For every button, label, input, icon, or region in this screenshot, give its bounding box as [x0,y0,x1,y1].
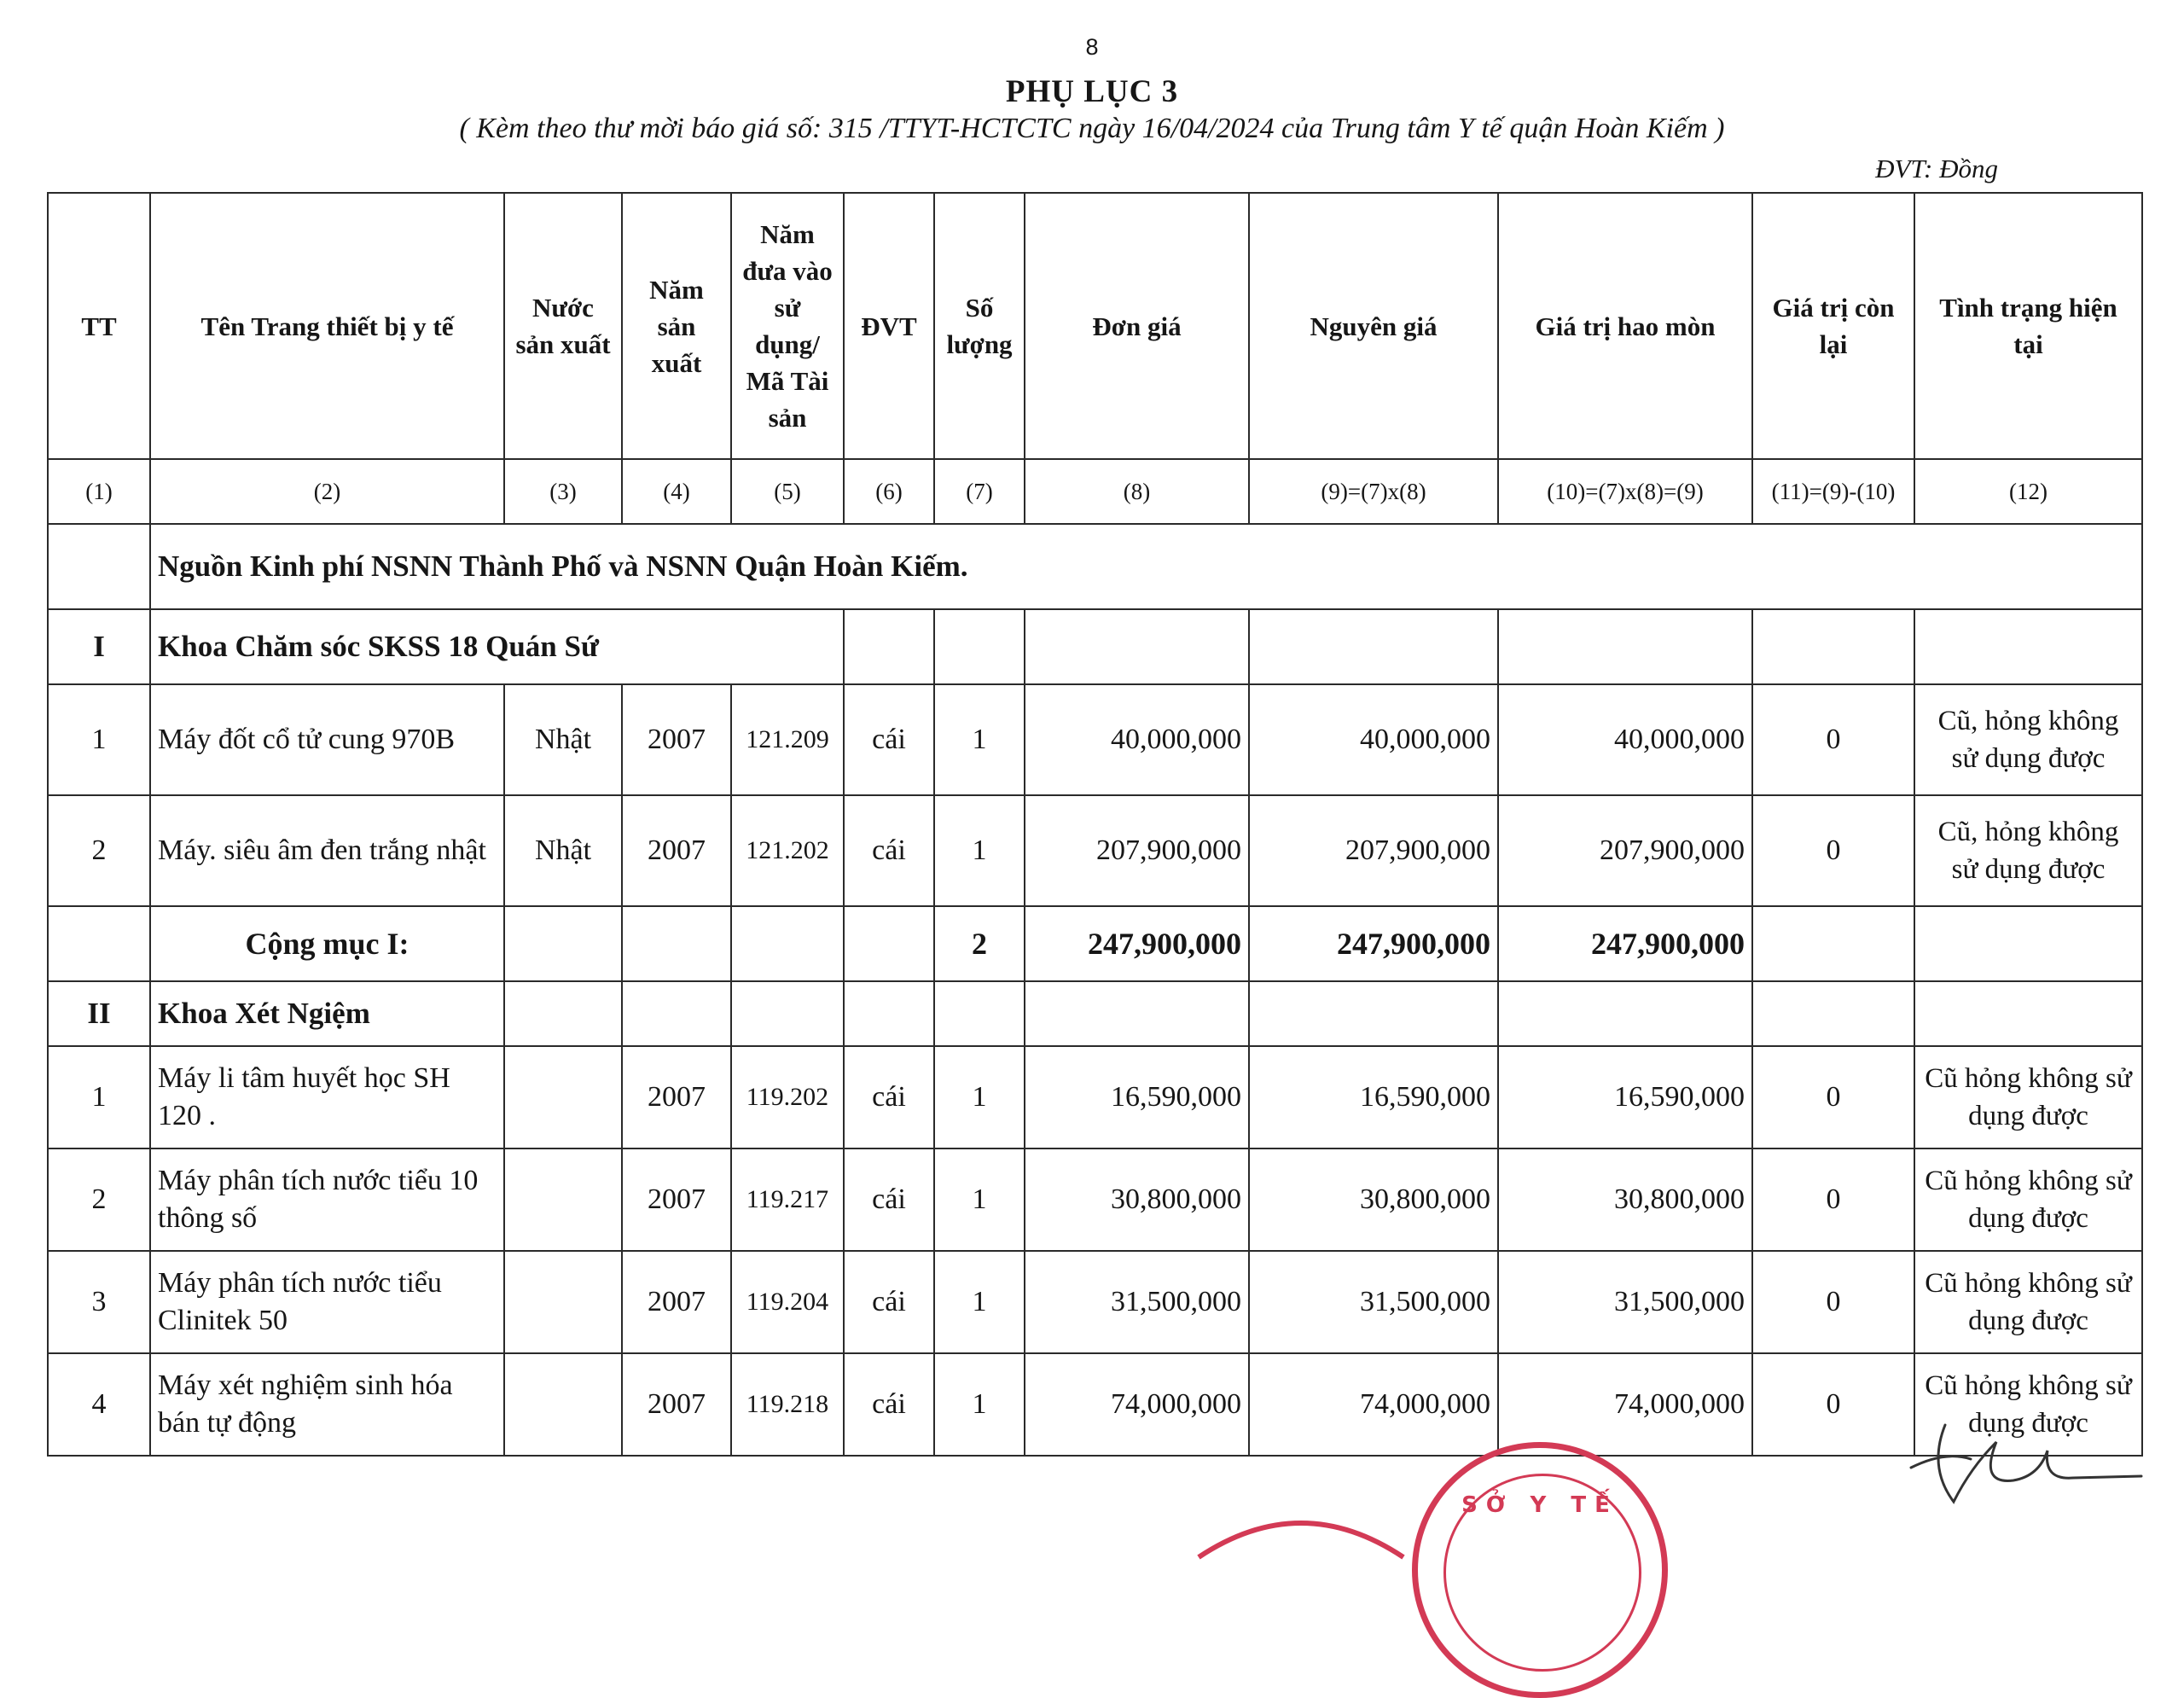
row-qty: 1 [934,1046,1025,1148]
row-tt: 2 [48,795,150,906]
row-remaining: 0 [1752,1251,1914,1353]
page-title: PHỤ LỤC 3 [1005,74,1179,109]
group-roman: I [48,609,150,684]
table-row [48,1046,2142,1148]
row-unit: cái [844,1046,934,1148]
index-cell: (10)=(7)x(8)=(9) [1498,459,1752,524]
group-roman: II [48,981,150,1046]
header-year: Năm sản xuất [622,193,731,459]
row-status: Cũ hỏng không sử dụng được [1914,1353,2142,1456]
row-remaining: 0 [1752,1148,1914,1251]
row-qty: 1 [934,1148,1025,1251]
row-code: 119.202 [731,1046,844,1148]
row-qty: 1 [934,684,1025,795]
row-depreciation: 31,500,000 [1498,1251,1752,1353]
row-name: Máy phân tích nước tiểu Clinitek 50 [150,1251,504,1353]
index-cell: (6) [844,459,934,524]
subtotal-qty: 2 [934,906,1025,981]
index-cell: (3) [504,459,622,524]
row-status: Cũ hỏng không sử dụng được [1914,1251,2142,1353]
row-country: Nhật [504,795,622,906]
row-depreciation: 207,900,000 [1498,795,1752,906]
row-tt: 3 [48,1251,150,1353]
table-row [48,795,2142,906]
row-unit: cái [844,1353,934,1456]
table-row [48,1148,2142,1251]
header-price: Đơn giá [1025,193,1249,459]
header-use-code: Năm đưa vào sử dụng/ Mã Tài sản [731,193,844,459]
row-code: 121.202 [731,795,844,906]
row-price: 74,000,000 [1025,1353,1249,1456]
row-status: Cũ hỏng không sử dụng được [1914,1148,2142,1251]
signature-icon [1894,1399,2150,1519]
row-country [504,1148,622,1251]
header-tt: TT [48,193,150,459]
row-depreciation: 16,590,000 [1498,1046,1752,1148]
header-unit: ĐVT [844,193,934,459]
row-code: 119.204 [731,1251,844,1353]
table-row [48,684,2142,795]
page-number: 8 [1085,34,1099,60]
seal-text: SỞ Y TẾ [1461,1492,1618,1518]
row-code: 121.209 [731,684,844,795]
row-status: Cũ hỏng không sử dụng được [1914,1046,2142,1148]
index-cell: (4) [622,459,731,524]
group-name: Khoa Xét Ngiệm [150,981,504,1046]
row-remaining: 0 [1752,1353,1914,1456]
equipment-table [47,192,2143,1457]
row-tt: 2 [48,1148,150,1251]
row-original: 31,500,000 [1249,1251,1498,1353]
row-country [504,1251,622,1353]
subtotal-label: Cộng mục I: [150,906,504,981]
index-cell: (7) [934,459,1025,524]
subtotal-depreciation: 247,900,000 [1498,906,1752,981]
funding-section-row [48,524,2142,609]
header-row [48,193,2142,459]
row-price: 16,590,000 [1025,1046,1249,1148]
row-code: 119.217 [731,1148,844,1251]
row-code: 119.218 [731,1353,844,1456]
row-unit: cái [844,684,934,795]
section-title: Nguồn Kinh phí NSNN Thành Phố và NSNN Quận Hoàn Kiếm. [150,524,2142,609]
row-qty: 1 [934,1353,1025,1456]
index-cell: (5) [731,459,844,524]
row-original: 74,000,000 [1249,1353,1498,1456]
row-year: 2007 [622,1353,731,1456]
row-country [504,1046,622,1148]
index-row [48,459,2142,524]
header-depreciation: Giá trị hao mòn [1498,193,1752,459]
subtotal-row [48,906,2142,981]
page-subtitle: ( Kèm theo thư mời báo giá số: 315 /TTYT-HCTCTC ngày 16/04/2024 của Trung tâm Y tế quận Hoàn Kiếm ) [459,113,1725,144]
row-depreciation: 74,000,000 [1498,1353,1752,1456]
official-seal [1412,1442,1668,1698]
row-tt: 1 [48,684,150,795]
header-remaining: Giá trị còn lại [1752,193,1914,459]
row-price: 30,800,000 [1025,1148,1249,1251]
row-unit: cái [844,795,934,906]
row-depreciation: 30,800,000 [1498,1148,1752,1251]
index-cell: (8) [1025,459,1249,524]
row-price: 40,000,000 [1025,684,1249,795]
row-unit: cái [844,1148,934,1251]
row-depreciation: 40,000,000 [1498,684,1752,795]
stamp-fragment-icon [1190,1493,1412,1561]
row-name: Máy li tâm huyết học SH 120 . [150,1046,504,1148]
row-original: 207,900,000 [1249,795,1498,906]
row-remaining: 0 [1752,1046,1914,1148]
subtotal-price: 247,900,000 [1025,906,1249,981]
table-row [48,1353,2142,1456]
row-original: 40,000,000 [1249,684,1498,795]
header-status: Tình trạng hiện tại [1914,193,2142,459]
row-country: Nhật [504,684,622,795]
index-cell: (11)=(9)-(10) [1752,459,1914,524]
group-name: Khoa Chăm sóc SKSS 18 Quán Sứ [150,609,844,684]
row-status: Cũ, hỏng không sử dụng được [1914,795,2142,906]
row-name: Máy. siêu âm đen trắng nhật [150,795,504,906]
index-cell: (9)=(7)x(8) [1249,459,1498,524]
index-cell: (12) [1914,459,2142,524]
row-price: 207,900,000 [1025,795,1249,906]
row-name: Máy phân tích nước tiểu 10 thông số [150,1148,504,1251]
header-original: Nguyên giá [1249,193,1498,459]
currency-unit: ĐVT: Đồng [1875,154,1998,183]
row-remaining: 0 [1752,684,1914,795]
group-row [48,609,2142,684]
row-status: Cũ, hỏng không sử dụng được [1914,684,2142,795]
header-qty: Số lượng [934,193,1025,459]
table-row [48,1251,2142,1353]
row-price: 31,500,000 [1025,1251,1249,1353]
row-unit: cái [844,1251,934,1353]
row-tt: 4 [48,1353,150,1456]
header-country: Nước sản xuất [504,193,622,459]
row-original: 16,590,000 [1249,1046,1498,1148]
row-year: 2007 [622,1148,731,1251]
row-remaining: 0 [1752,795,1914,906]
index-cell: (2) [150,459,504,524]
row-tt: 1 [48,1046,150,1148]
row-name: Máy đốt cổ tử cung 970B [150,684,504,795]
header-name: Tên Trang thiết bị y tế [150,193,504,459]
index-cell: (1) [48,459,150,524]
row-country [504,1353,622,1456]
row-year: 2007 [622,1046,731,1148]
row-name: Máy xét nghiệm sinh hóa bán tự động [150,1353,504,1456]
group-row [48,981,2142,1046]
row-year: 2007 [622,795,731,906]
row-original: 30,800,000 [1249,1148,1498,1251]
row-year: 2007 [622,684,731,795]
row-year: 2007 [622,1251,731,1353]
subtotal-original: 247,900,000 [1249,906,1498,981]
row-qty: 1 [934,1251,1025,1353]
row-qty: 1 [934,795,1025,906]
